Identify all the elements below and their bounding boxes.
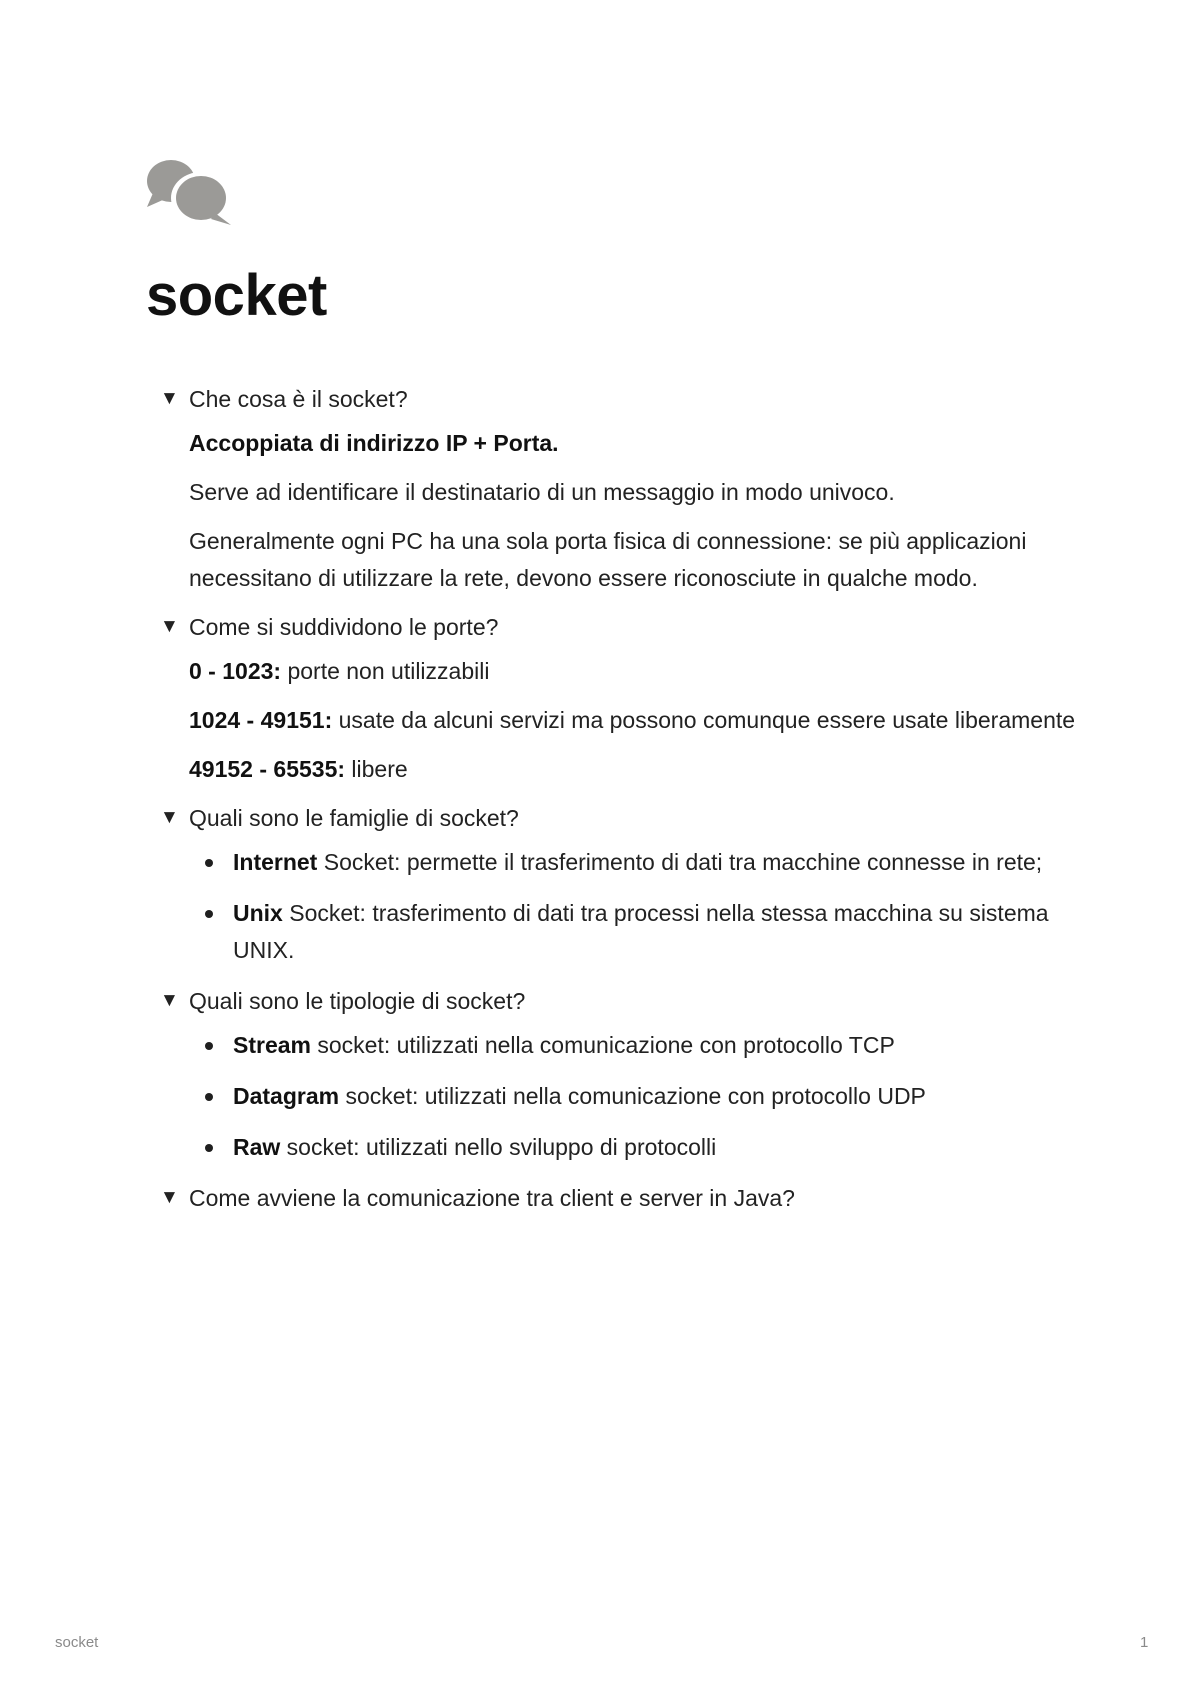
bold-text: Raw [233,1134,281,1160]
text-run: Generalmente ogni PC ha una sola porta fisica di connessione: se più applicazioni necessitano di utilizzare la rete, devono essere riconosciute in qualche modo. [189,528,1027,591]
paragraph [189,751,1090,788]
toggle-block [160,800,1090,969]
text-run: Socket: trasferimento di dati tra processi nella stessa macchina su sistema UNIX. [233,900,1049,963]
paragraph [189,653,1090,690]
text-run: Socket: permette il trasferimento di dati tra macchine connesse in rete; [317,849,1043,875]
toggle-header[interactable] [160,800,1090,836]
toggle-block [160,609,1090,788]
list-item [189,1078,1090,1115]
bullet-dot-icon [205,1093,213,1101]
text-run: socket: utilizzati nello sviluppo di protocolli [280,1134,717,1160]
bold-text: Accoppiata di indirizzo IP + Porta. [189,430,559,456]
paragraph [189,474,1090,511]
list-item [189,844,1090,881]
triangle-down-icon[interactable]: ▼ [160,616,179,637]
text-run: usate da alcuni servizi ma possono comunque essere usate liberamente [332,707,1076,733]
paragraph [189,523,1090,597]
page-title: socket [146,263,327,328]
footer-page-number: 1 [1140,1634,1149,1651]
bullet-list [189,844,1090,969]
triangle-down-icon[interactable]: ▼ [160,388,179,409]
bold-text: Stream [233,1032,311,1058]
triangle-down-icon[interactable]: ▼ [160,990,179,1011]
list-item [189,1129,1090,1166]
toggle-header[interactable] [160,609,1090,645]
toggle-body [160,844,1090,969]
page-content [160,381,1090,1228]
bold-text: Unix [233,900,283,926]
bullet-dot-icon [205,910,213,918]
toggle-header[interactable] [160,381,1090,417]
toggle-block [160,983,1090,1166]
toggle-question: Quali sono le tipologie di socket? [189,988,526,1014]
bold-text: Internet [233,849,318,875]
triangle-down-icon[interactable]: ▼ [160,1187,179,1208]
toggle-question: Che cosa è il socket? [189,386,408,412]
text-run: libere [345,756,408,782]
bold-text: Datagram [233,1083,340,1109]
list-item [189,1027,1090,1064]
bullet-dot-icon [205,859,213,867]
toggle-question: Quali sono le famiglie di socket? [189,805,519,831]
bold-text: 1024 - 49151: [189,707,333,733]
toggle-body [160,1027,1090,1166]
bold-text: 0 - 1023: [189,658,282,684]
triangle-down-icon[interactable]: ▼ [160,807,179,828]
paragraph [189,425,1090,462]
bullet-dot-icon [205,1042,213,1050]
toggle-header[interactable] [160,983,1090,1019]
list-item [189,895,1090,969]
toggle-question: Come avviene la comunicazione tra client e server in Java? [189,1185,795,1211]
toggle-question: Come si suddividono le porte? [189,614,499,640]
text-run: Serve ad identificare il destinatario di un messaggio in modo univoco. [189,479,895,505]
toggle-block [160,1180,1090,1216]
speech-bubbles-icon [143,155,239,231]
toggle-body [160,653,1090,788]
bullet-list [189,1027,1090,1166]
bullet-dot-icon [205,1144,213,1152]
text-run: socket: utilizzati nella comunicazione con protocollo UDP [339,1083,926,1109]
footer-document-name: socket [55,1634,99,1651]
bold-text: 49152 - 65535: [189,756,346,782]
text-run: porte non utilizzabili [281,658,490,684]
text-run: socket: utilizzati nella comunicazione con protocollo TCP [310,1032,895,1058]
toggle-block [160,381,1090,597]
toggle-header[interactable] [160,1180,1090,1216]
toggle-body [160,425,1090,597]
paragraph [189,702,1090,739]
